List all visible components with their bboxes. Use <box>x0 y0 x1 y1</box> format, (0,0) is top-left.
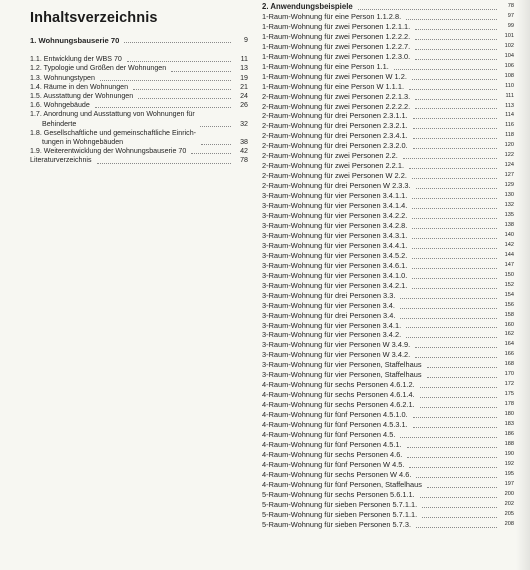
toc-entry-label: 1-Raum-Wohnung für zwei Personen 1.2.3.0. <box>262 51 411 61</box>
page-edge-shadow <box>516 0 530 570</box>
toc-entry <box>30 101 248 110</box>
toc-entry-page: 101 <box>504 32 514 39</box>
toc-entry-page: 111 <box>505 92 514 99</box>
dot-leader <box>127 61 231 62</box>
dot-leader <box>415 99 497 100</box>
toc-entry-label: 3-Raum-Wohnung für vier Personen W 3.4.9. <box>262 340 411 350</box>
dot-leader <box>97 163 231 164</box>
toc-entry-page: 156 <box>504 301 514 308</box>
toc-entry <box>262 32 514 42</box>
dot-leader <box>415 39 497 40</box>
toc-entry <box>262 350 514 360</box>
toc-entry-label-line1: 1.8. Gesellschaftliche und gemeinschaftliche Einrich- <box>30 128 196 137</box>
toc-entry-label: 2-Raum-Wohnung für drei Personen W 2.3.3. <box>262 181 411 191</box>
toc-entry-page: 102 <box>504 42 514 49</box>
toc-entry-label: 4-Raum-Wohnung für sechs Personen 4.6.1.2. <box>262 380 415 390</box>
dot-leader <box>413 138 497 139</box>
toc-entry <box>262 241 514 251</box>
toc-entry <box>262 251 514 261</box>
toc-entry-label: 1-Raum-Wohnung für eine Person 1.1.2.8. <box>262 11 402 21</box>
toc-entry-label: 2-Raum-Wohnung für zwei Personen 2.2.2.2. <box>262 101 411 111</box>
toc-entry-label: 1-Raum-Wohnung für zwei Personen 1.2.2.2. <box>262 31 411 41</box>
toc-entry <box>262 72 514 82</box>
dot-leader <box>413 148 497 149</box>
toc-entry <box>262 510 514 520</box>
dot-leader <box>394 69 497 70</box>
toc-entry-page: 188 <box>504 440 514 447</box>
toc-entry-page: 192 <box>504 460 514 467</box>
dot-leader <box>416 188 497 189</box>
toc-entry <box>262 131 514 141</box>
toc-entry-label: 1-Raum-Wohnung für zwei Personen 1.2.2.7. <box>262 41 411 51</box>
toc-entry-label: 1. Wohnungsbauserie 70 <box>30 36 120 45</box>
toc-entry-page: 168 <box>504 361 514 368</box>
toc-entry-page: 116 <box>505 122 514 129</box>
toc-entry-page: 164 <box>504 341 514 348</box>
dot-leader <box>422 517 497 518</box>
toc-entry <box>262 62 514 72</box>
toc-entry-label: 3-Raum-Wohnung für vier Personen 3.4. <box>262 300 395 310</box>
toc-entry-label: 3-Raum-Wohnung für vier Personen 3.4.1. <box>262 320 402 330</box>
toc-entry-label <box>30 129 198 147</box>
toc-entry <box>30 110 248 128</box>
toc-entry-label: 3-Raum-Wohnung für drei Personen 3.4. <box>262 310 396 320</box>
toc-entry-page: 205 <box>504 510 514 517</box>
toc-entry-page: 120 <box>504 142 514 149</box>
dot-leader <box>422 507 497 508</box>
toc-entry-label: 3-Raum-Wohnung für vier Personen 3.4.1.0. <box>262 270 408 280</box>
toc-entry-page: 140 <box>504 231 514 238</box>
toc-entry-page: 152 <box>504 281 514 288</box>
dot-leader <box>427 367 497 368</box>
dot-leader <box>412 198 497 199</box>
toc-entry-label: 4-Raum-Wohnung für fünf Personen W 4.5. <box>262 459 405 469</box>
dot-leader <box>415 357 497 358</box>
dot-leader <box>413 118 497 119</box>
toc-entry-page: 162 <box>504 331 514 338</box>
toc-entry-label: 1.3. Wohnungstypen <box>30 73 95 82</box>
toc-entry-page: 26 <box>240 101 248 110</box>
toc-entry <box>262 330 514 340</box>
toc-entry-label: 4-Raum-Wohnung für fünf Personen 4.5.1. <box>262 439 402 449</box>
toc-entry-label <box>30 110 197 128</box>
toc-entry <box>262 92 514 102</box>
toc-entry-page: 197 <box>504 480 514 487</box>
toc-entry-page: 78 <box>240 156 248 165</box>
dot-leader <box>412 288 497 289</box>
toc-entry-page: 178 <box>504 401 514 408</box>
toc-entry-label: 3-Raum-Wohnung für vier Personen 3.4.2.1. <box>262 280 408 290</box>
toc-entry <box>262 420 514 430</box>
dot-leader <box>171 71 231 72</box>
toc-entry-label: 3-Raum-Wohnung für vier Personen 3.4.2.2. <box>262 211 408 221</box>
dot-leader <box>406 19 497 20</box>
toc-entry <box>262 340 514 350</box>
toc-entry <box>262 221 514 231</box>
dot-leader <box>412 218 497 219</box>
toc-entry-page: 138 <box>504 221 514 228</box>
toc-entry-label-line2: Behinderte <box>42 119 77 128</box>
toc-entry-label: 4-Raum-Wohnung für sechs Personen 4.6. <box>262 449 403 459</box>
toc-entry <box>262 171 514 181</box>
toc-entry <box>30 156 248 165</box>
toc-entry <box>30 83 248 92</box>
dot-leader <box>413 128 497 129</box>
toc-entry-label: 1-Raum-Wohnung für zwei Personen 1.2.1.1. <box>262 21 411 31</box>
toc-entry <box>262 261 514 271</box>
toc-entry-label: 4-Raum-Wohnung für fünf Personen 4.5. <box>262 429 396 439</box>
toc-entry <box>262 52 514 62</box>
toc-entry-page: 42 <box>240 147 248 156</box>
toc-entry <box>30 147 248 156</box>
toc-entry-label: 1-Raum-Wohnung für eine Person 1.1. <box>262 61 389 71</box>
toc-entry <box>262 161 514 171</box>
dot-leader <box>427 377 497 378</box>
toc-entry-label-line1: 1.7. Anordnung und Ausstattung von Wohnungen für <box>30 110 195 119</box>
toc-entry-page: 144 <box>504 251 514 258</box>
toc-entry-page: 142 <box>504 241 514 248</box>
toc-entry <box>262 380 514 390</box>
toc-entry <box>262 22 514 32</box>
dot-leader <box>412 228 497 229</box>
toc-left-column <box>30 36 248 166</box>
toc-entry-label: 3-Raum-Wohnung für vier Personen 3.4.1.1. <box>262 191 408 201</box>
toc-entry <box>262 271 514 281</box>
toc-entry-label: 3-Raum-Wohnung für vier Personen 3.4.5.2. <box>262 250 408 260</box>
dot-leader <box>400 308 497 309</box>
toc-entry-page: 180 <box>504 411 514 418</box>
section-heading-page: 78 <box>507 3 514 9</box>
toc-entry-page: 150 <box>504 271 514 278</box>
toc-entry-label: 4-Raum-Wohnung für fünf Personen 4.5.3.1. <box>262 420 408 430</box>
toc-entry <box>262 480 514 490</box>
dot-leader <box>420 387 497 388</box>
toc-entry-page: 200 <box>504 490 514 497</box>
toc-entry-page: 38 <box>240 138 248 147</box>
toc-entry-page: 106 <box>504 62 514 69</box>
toc-entry <box>262 121 514 131</box>
dot-leader <box>95 107 231 108</box>
toc-entry-label: 1.5. Ausstattung der Wohnungen <box>30 92 134 101</box>
toc-entry <box>30 36 248 45</box>
dot-leader <box>412 268 497 269</box>
toc-entry <box>262 440 514 450</box>
toc-entry-label: 1.2. Typologie und Größen der Wohnungen <box>30 64 167 73</box>
dot-leader <box>412 258 497 259</box>
toc-entry-page: 147 <box>504 261 514 268</box>
dot-leader <box>407 457 497 458</box>
toc-entry-page: 113 <box>505 102 514 109</box>
dot-leader <box>412 278 497 279</box>
dot-leader <box>400 298 497 299</box>
toc-entry <box>262 231 514 241</box>
toc-entry-label: 3-Raum-Wohnung für vier Personen W 3.4.2. <box>262 350 411 360</box>
dot-leader <box>416 477 497 478</box>
toc-entry-label: 1.1. Entwicklung der WBS 70 <box>30 55 122 64</box>
toc-entry-label: 3-Raum-Wohnung für vier Personen 3.4.3.1. <box>262 230 408 240</box>
toc-entry <box>262 490 514 500</box>
toc-entry-label: 3-Raum-Wohnung für drei Personen 3.3. <box>262 290 396 300</box>
dot-leader <box>409 89 497 90</box>
toc-entry-page: 19 <box>240 73 248 82</box>
toc-entry <box>262 281 514 291</box>
dot-leader <box>406 327 497 328</box>
toc-entry-label: 2-Raum-Wohnung für zwei Personen 2.2. <box>262 151 398 161</box>
toc-entry-page: 130 <box>504 192 514 199</box>
toc-entry <box>262 82 514 92</box>
toc-entry <box>262 211 514 221</box>
toc-entry <box>262 12 514 22</box>
toc-entry-page: 190 <box>504 450 514 457</box>
toc-entry-page: 183 <box>504 421 514 428</box>
toc-entry <box>262 191 514 201</box>
dot-leader <box>420 397 497 398</box>
toc-entry-page: 108 <box>504 72 514 79</box>
toc-entry <box>30 64 248 73</box>
toc-entry-label: 2-Raum-Wohnung für drei Personen 2.3.4.1. <box>262 131 408 141</box>
toc-entry-page: 99 <box>507 22 514 29</box>
toc-entry-label: 4-Raum-Wohnung für fünf Personen, Staffelhaus <box>262 479 422 489</box>
toc-entry <box>262 410 514 420</box>
toc-entry-page: 172 <box>504 381 514 388</box>
toc-entry-page: 186 <box>504 430 514 437</box>
toc-entry-page: 166 <box>504 351 514 358</box>
toc-entry-label: 2-Raum-Wohnung für zwei Personen 2.2.1. <box>262 161 405 171</box>
toc-entry-page: 129 <box>504 182 514 189</box>
toc-entry-page: 175 <box>504 391 514 398</box>
dot-leader <box>133 89 231 90</box>
toc-entry <box>262 141 514 151</box>
dot-leader <box>406 337 497 338</box>
section-heading-row <box>262 2 514 12</box>
toc-entry-page: 154 <box>504 291 514 298</box>
toc-entry <box>262 400 514 410</box>
toc-entry <box>262 181 514 191</box>
toc-entry <box>262 520 514 530</box>
toc-entry-page: 97 <box>507 12 514 19</box>
toc-entry <box>262 360 514 370</box>
toc-entry-page: 104 <box>504 52 514 59</box>
toc-entry-page: 11 <box>240 55 248 64</box>
dot-leader <box>403 158 497 159</box>
toc-entry-page: 202 <box>504 500 514 507</box>
toc-entry <box>30 129 248 147</box>
toc-entry <box>262 201 514 211</box>
toc-entry-label: 5-Raum-Wohnung für sieben Personen 5.7.1.1. <box>262 509 418 519</box>
toc-entry-label: 1-Raum-Wohnung für eine Person W 1.1.1. <box>262 81 404 91</box>
example-list <box>262 12 514 530</box>
toc-entry-label: 4-Raum-Wohnung für sechs Personen 4.6.1.4. <box>262 390 415 400</box>
dot-leader <box>420 407 497 408</box>
toc-entry-label: 4-Raum-Wohnung für fünf Personen 4.5.1.0. <box>262 410 408 420</box>
toc-entry-page: 13 <box>240 64 248 73</box>
toc-entry-label: 2-Raum-Wohnung für zwei Personen W 2.2. <box>262 171 407 181</box>
toc-entry-page: 195 <box>504 470 514 477</box>
toc-entry-label: 1-Raum-Wohnung für zwei Personen W 1.2. <box>262 71 407 81</box>
dot-leader <box>420 497 497 498</box>
dot-leader <box>412 248 497 249</box>
toc-entry-label: 3-Raum-Wohnung für vier Personen 3.4.4.1. <box>262 240 408 250</box>
toc-entry-page: 158 <box>504 311 514 318</box>
dot-leader <box>200 126 231 127</box>
dot-leader <box>400 318 497 319</box>
dot-leader <box>124 42 231 43</box>
dot-leader <box>413 417 497 418</box>
toc-entry <box>262 301 514 311</box>
section-heading: 2. Anwendungsbeispiele <box>262 2 353 11</box>
toc-entry-label: 3-Raum-Wohnung für vier Personen 3.4.6.1. <box>262 260 408 270</box>
toc-entry <box>262 390 514 400</box>
toc-entry-label: 5-Raum-Wohnung für sieben Personen 5.7.3. <box>262 519 411 529</box>
toc-entry-page: 118 <box>505 132 514 139</box>
page-title: Inhaltsverzeichnis <box>30 10 158 26</box>
dot-leader <box>415 49 497 50</box>
dot-leader <box>138 98 231 99</box>
dot-leader <box>427 487 497 488</box>
toc-entry-page: 24 <box>240 92 248 101</box>
toc-entry-page: 208 <box>504 520 514 527</box>
toc-entry-label: 3-Raum-Wohnung für vier Personen, Staffelhaus <box>262 370 422 380</box>
dot-leader <box>415 347 497 348</box>
toc-entry <box>30 92 248 101</box>
dot-leader <box>201 144 231 145</box>
toc-entry-label: 1.9. Weiterentwicklung der Wohnungsbauserie 70 <box>30 147 187 156</box>
toc-right-column <box>262 2 514 530</box>
toc-entry-page: 170 <box>504 371 514 378</box>
toc-entry-label: 1.4. Räume in den Wohnungen <box>30 82 129 91</box>
toc-entry-page: 160 <box>504 321 514 328</box>
toc-entry-page: 127 <box>504 172 514 179</box>
toc-entry-page: 122 <box>504 152 514 159</box>
toc-entry-label: 3-Raum-Wohnung für vier Personen 3.4.2. <box>262 330 402 340</box>
toc-entry <box>262 430 514 440</box>
dot-leader <box>100 80 231 81</box>
toc-entry <box>30 55 248 64</box>
toc-entry-label: 3-Raum-Wohnung für vier Personen 3.4.2.8. <box>262 220 408 230</box>
toc-entry-label: 5-Raum-Wohnung für sieben Personen 5.7.1.1. <box>262 499 418 509</box>
toc-entry-page: 21 <box>240 82 248 91</box>
dot-leader <box>407 447 497 448</box>
toc-entry-label: 3-Raum-Wohnung für vier Personen 3.4.1.4. <box>262 201 408 211</box>
dot-leader <box>415 108 497 109</box>
toc-entry-label-line2: tungen in Wohngebäuden <box>42 138 124 147</box>
toc-entry <box>262 311 514 321</box>
toc-entry <box>262 370 514 380</box>
toc-entry-label: 2-Raum-Wohnung für drei Personen 2.3.2.1. <box>262 121 408 131</box>
toc-entry-page: 135 <box>504 212 514 219</box>
dot-leader <box>400 437 497 438</box>
toc-entry-label: 3-Raum-Wohnung für vier Personen, Staffelhaus <box>262 360 422 370</box>
toc-entry-label: 1.6. Wohngebäude <box>30 101 90 110</box>
dot-leader <box>412 79 497 80</box>
toc-entry <box>262 500 514 510</box>
dot-leader <box>412 238 497 239</box>
toc-entry-page: 9 <box>244 36 248 44</box>
toc-entry-label: 4-Raum-Wohnung für sechs Personen 4.6.2.1. <box>262 400 415 410</box>
toc-entry <box>262 42 514 52</box>
dot-leader <box>409 168 497 169</box>
dot-leader <box>415 59 497 60</box>
dot-leader <box>412 178 497 179</box>
dot-leader <box>416 527 497 528</box>
dot-leader <box>191 153 231 154</box>
toc-entry-label: 5-Raum-Wohnung für sechs Personen 5.6.1.1. <box>262 489 415 499</box>
toc-entry <box>262 111 514 121</box>
toc-entry-label: Literaturverzeichnis <box>30 156 92 165</box>
dot-leader <box>415 29 497 30</box>
toc-entry-label: 2-Raum-Wohnung für zwei Personen 2.2.1.3. <box>262 91 411 101</box>
toc-entry-page: 114 <box>505 112 514 119</box>
toc-entry-label: 2-Raum-Wohnung für drei Personen 2.3.2.0. <box>262 141 408 151</box>
toc-entry <box>262 470 514 480</box>
dot-leader <box>358 9 497 10</box>
toc-entry <box>262 321 514 331</box>
toc-entry <box>262 102 514 112</box>
dot-leader <box>413 427 497 428</box>
toc-entry-label: 4-Raum-Wohnung für sechs Personen W 4.6. <box>262 469 412 479</box>
toc-entry-label: 2-Raum-Wohnung für drei Personen 2.3.1.1. <box>262 111 408 121</box>
toc-entry <box>262 460 514 470</box>
toc-entry <box>262 450 514 460</box>
toc-entry-page: 110 <box>505 82 514 89</box>
toc-entry <box>262 291 514 301</box>
dot-leader <box>409 467 497 468</box>
toc-entry <box>30 74 248 83</box>
toc-entry <box>262 151 514 161</box>
toc-entry-page: 124 <box>504 162 514 169</box>
toc-entry-page: 132 <box>504 202 514 209</box>
dot-leader <box>412 208 497 209</box>
toc-entry-page: 32 <box>240 119 248 128</box>
